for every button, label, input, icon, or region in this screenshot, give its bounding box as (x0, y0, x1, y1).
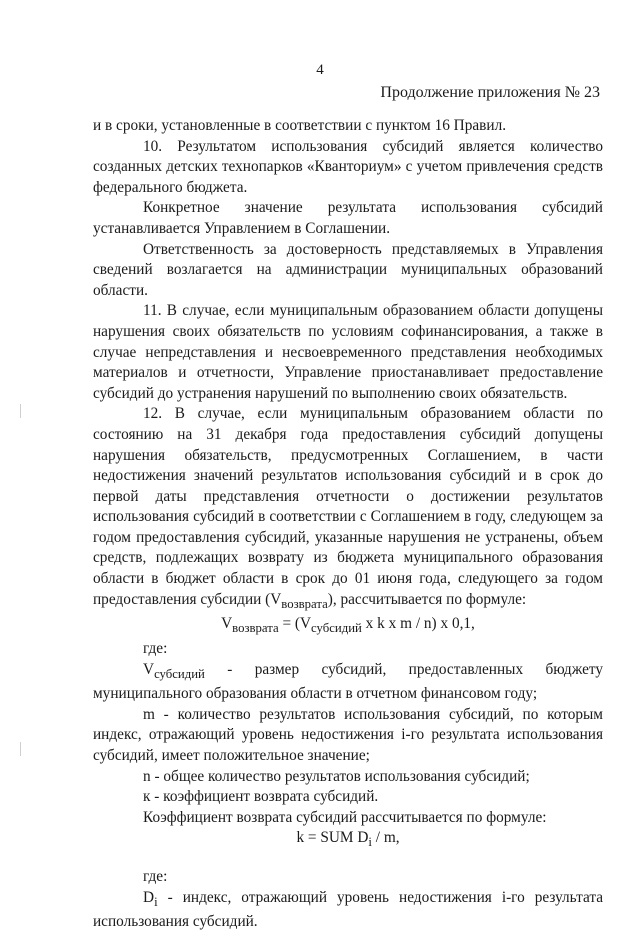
formula-symbol: V (143, 660, 155, 678)
subscript: субсидий (311, 621, 362, 636)
subscript: возврата (232, 621, 279, 636)
paragraph: и в сроки, установленные в соответствии с пунктом 16 Правил. (93, 117, 507, 134)
formula-text: k = SUM D (296, 829, 369, 847)
definition: m - количество результатов использования субсидий, по которым индекс, отражающий уровень недостижения i-го результата использования субсидий, имеет положительное значение; (93, 705, 603, 764)
formula-text: / m, (371, 829, 400, 847)
subscript: i (368, 835, 372, 850)
formula-text: = (V (278, 615, 312, 633)
formula-symbol: D (143, 888, 155, 906)
definition: n - общее количество результатов использования субсидий; (143, 767, 530, 785)
margin-mark (20, 742, 21, 756)
where-label: где: (143, 639, 168, 657)
appendix-header: Продолжение приложения № 23 (380, 84, 600, 101)
definition (93, 660, 603, 705)
paragraph: 11. В случае, если муниципальным образованием области допущены нарушения своих обязательств по условиям софинансирования, а также в случае непредставления и несвоевременного представления необходимых материалов и отчетности, Управление приостанавливает предоставление субсидий до устранения нарушений по выполнению своих обязательств. (93, 302, 603, 402)
subscript: возврата (281, 596, 328, 611)
paragraph (93, 404, 603, 614)
document-body (93, 116, 603, 933)
definition (93, 888, 603, 933)
margin-mark (20, 404, 21, 418)
formula-text: x k x m / n) x 0,1, (361, 615, 475, 633)
page-number: 4 (316, 62, 324, 78)
formula (93, 614, 603, 639)
definition-text: - индекс, отражающий уровень недостижения i-го результата использования субсидий. (93, 888, 603, 931)
paragraph: Конкретное значение результата использования субсидий устанавливается Управлением в Соглашении. (93, 199, 603, 237)
paragraph-text: 12. В случае, если муниципальным образованием области по состоянию на 31 декабря года предоставления субсидий допущены нарушения обязательств, предусмотренных Соглашением, в части недостижения значений результатов использования субсидий и в срок до первой даты представления отчетности о достижении результатов использования субсидий в соответствии с Соглашением в году, следующем за годом предоставления субсидий, указанные нарушения не устранены, объем средств, подлежащих возврату из бюджета муниципального образования области в бюджет области в срок до 01 июня года, следующего за годом предоставления субсидии (V (93, 405, 603, 608)
definition: к - коэффициент возврата субсидий. (143, 788, 379, 806)
paragraph-text: ), рассчитывается по формуле: (327, 590, 527, 608)
subscript: субсидий (154, 666, 205, 681)
formula-symbol: V (221, 615, 233, 633)
paragraph: Ответственность за достоверность представляемых в Управления сведений возлагается на администрации муниципальных образований области. (93, 240, 603, 299)
paragraph: 10. Результатом использования субсидий является количество созданных детских технопарков «Кванториум» с учетом привлечения средств федерального бюджета. (93, 137, 603, 196)
subscript: i (154, 894, 158, 909)
where-label: где: (143, 867, 168, 885)
formula (93, 828, 603, 853)
definition-text: - размер субсидий, предоставленных бюджету муниципального образования области в отчетном финансовом году; (93, 660, 603, 703)
paragraph: Коэффициент возврата субсидий рассчитывается по формуле: (143, 808, 547, 826)
